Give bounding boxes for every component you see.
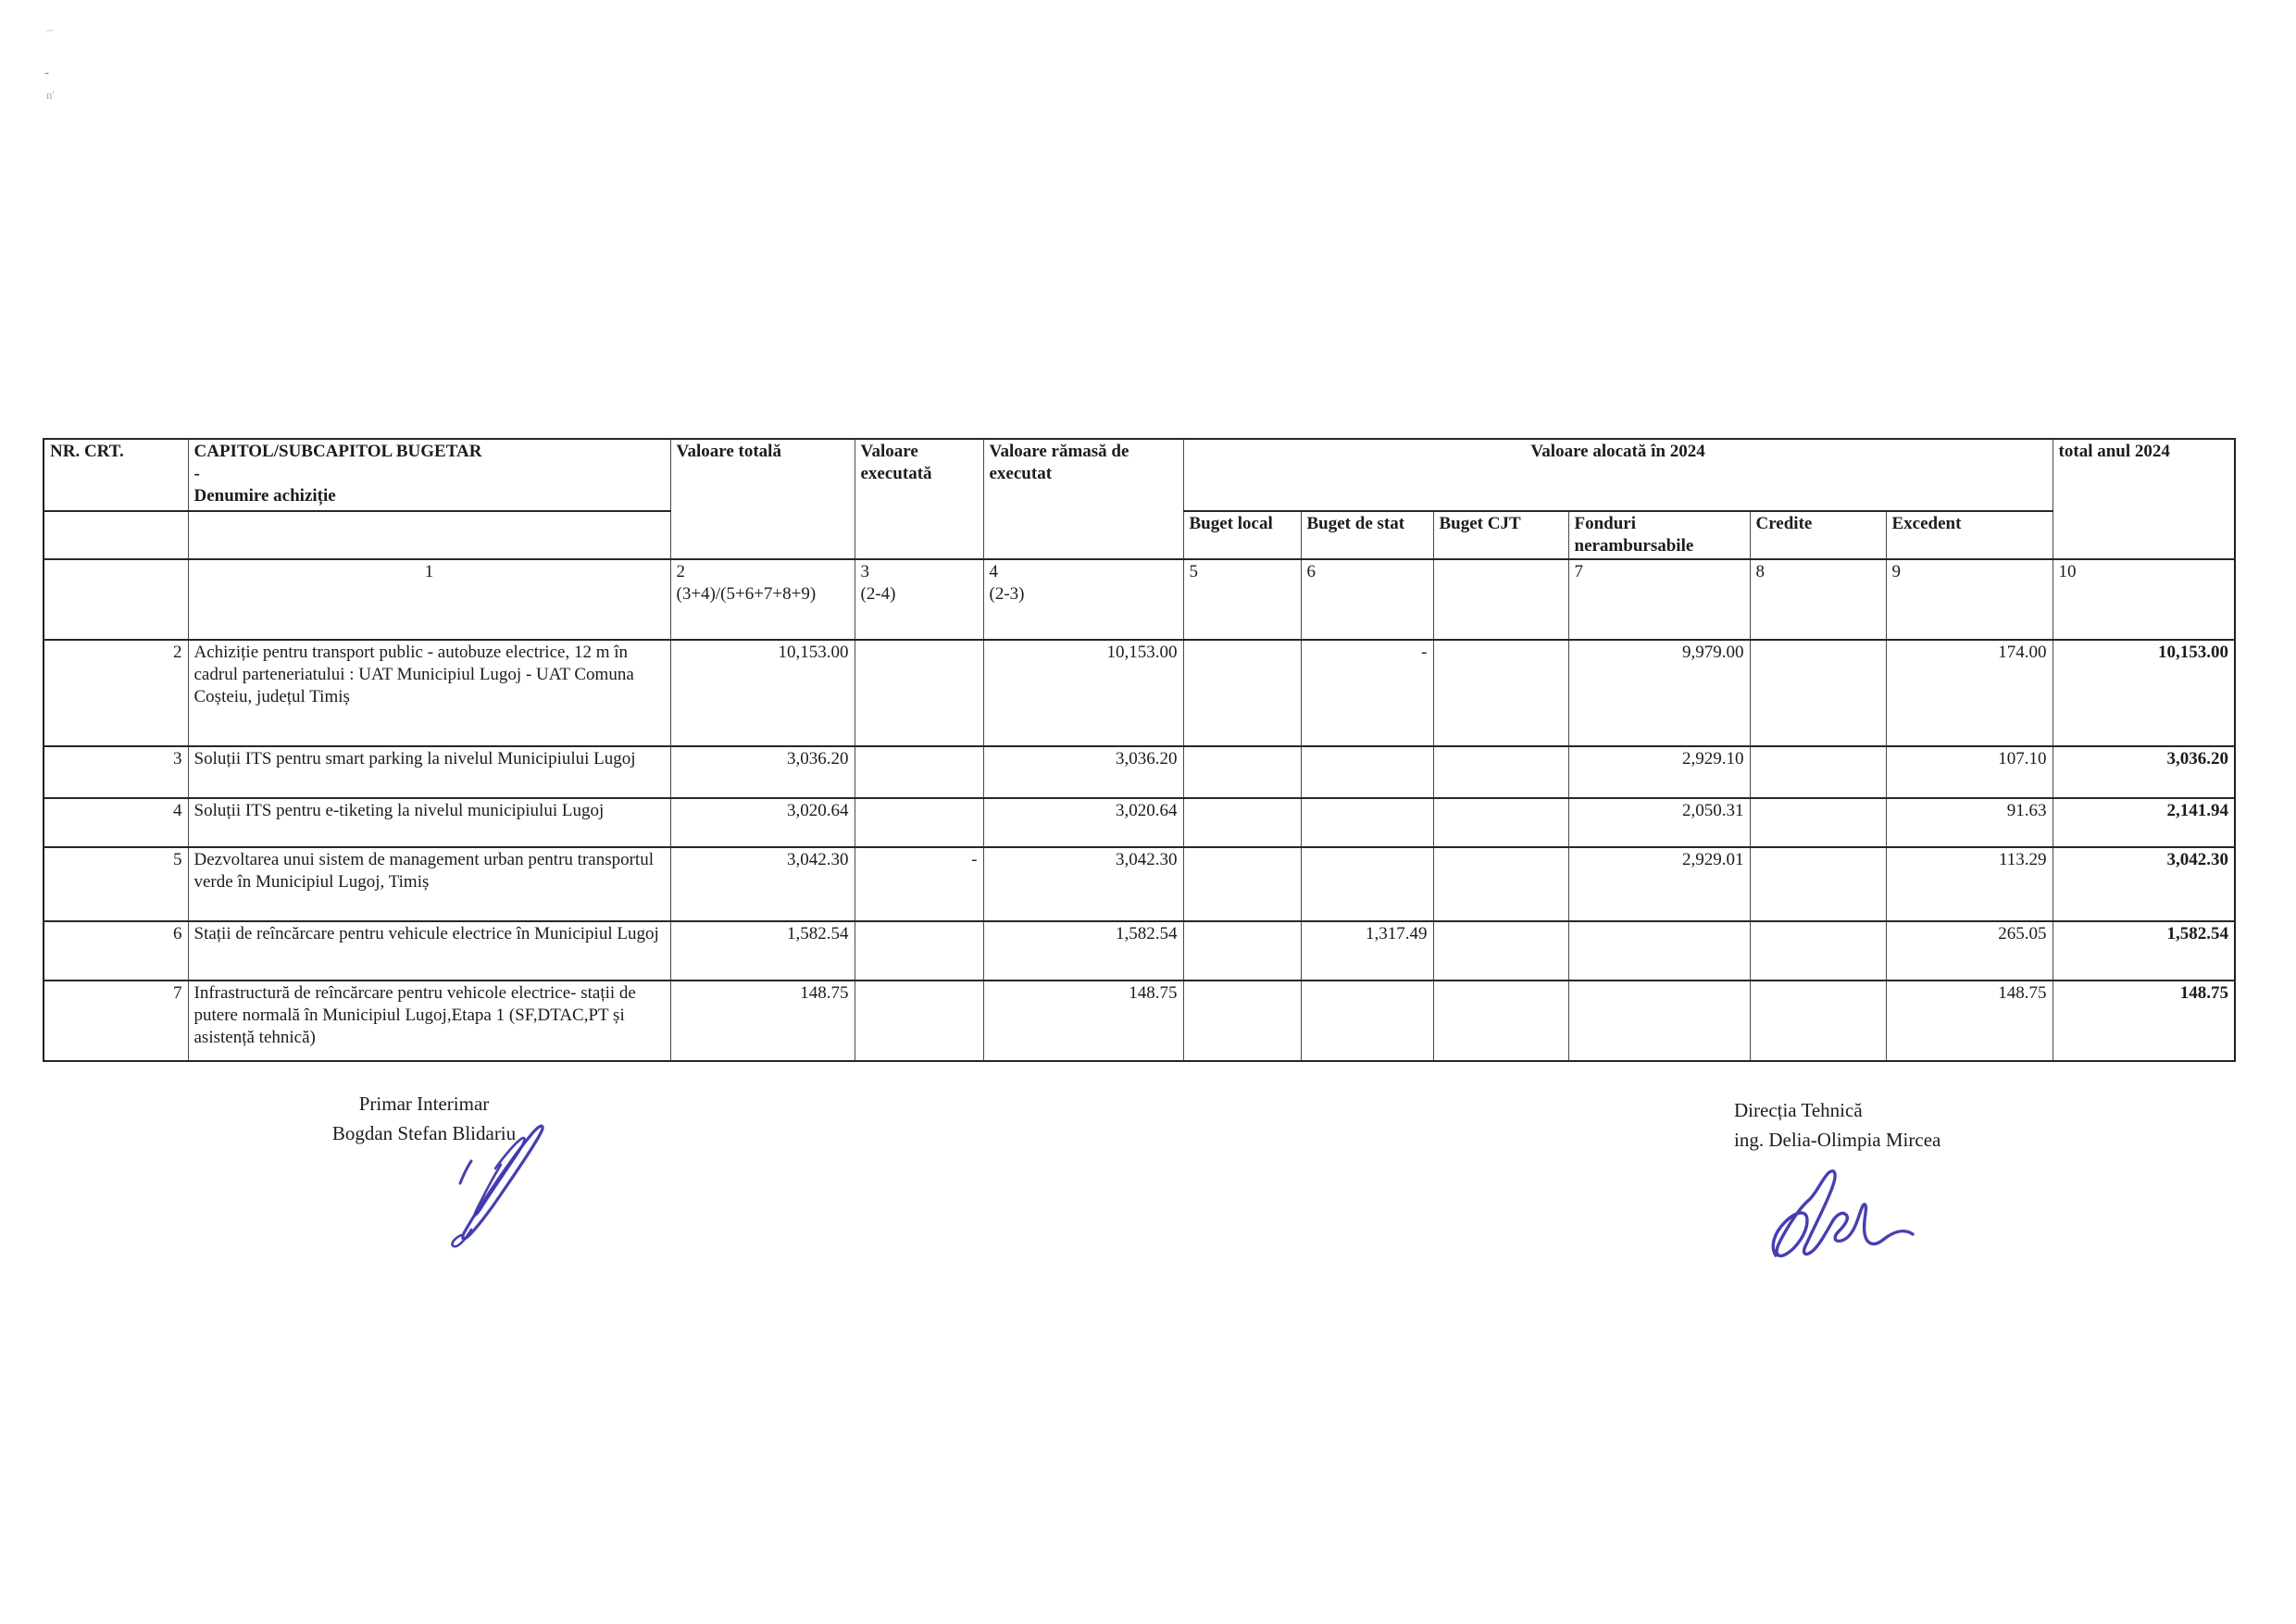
numbering-empty [44, 559, 188, 640]
row-valoare-ramasa: 3,036.20 [983, 746, 1183, 798]
handwritten-signature-right [1766, 1165, 1928, 1271]
row-valoare-totala: 3,020.64 [670, 798, 855, 847]
row-buget-local [1183, 640, 1301, 746]
header-valoare-totala: Valoare totală [670, 439, 855, 559]
numbering-credite: 8 [1750, 559, 1886, 640]
table-row [44, 746, 2235, 798]
numbering-excedent: 9 [1886, 559, 2053, 640]
signer-name: Bogdan Stefan Blidariu [331, 1122, 517, 1144]
row-nr: 4 [44, 798, 188, 847]
header-row-1 [44, 439, 2235, 511]
row-valoare-executata [855, 981, 983, 1061]
row-valoare-totala: 1,582.54 [670, 921, 855, 981]
row-valoare-ramasa: 148.75 [983, 981, 1183, 1061]
table-row [44, 921, 2235, 981]
row-total: 2,141.94 [2053, 798, 2235, 847]
scan-speck: n' [46, 88, 55, 102]
numbering-total: 10 [2053, 559, 2235, 640]
row-valoare-totala: 148.75 [670, 981, 855, 1061]
row-excedent: 265.05 [1886, 921, 2053, 981]
header-valoare-ramasa: Valoare rămasă de executat [983, 439, 1183, 559]
row-buget-cjt [1433, 921, 1568, 981]
row-total: 1,582.54 [2053, 921, 2235, 981]
row-fonduri [1568, 921, 1750, 981]
numbering-buget-de-stat: 6 [1301, 559, 1433, 640]
row-valoare-executata [855, 746, 983, 798]
row-denumire: Soluții ITS pentru e-tiketing la nivelul municipiului Lugoj [188, 798, 670, 847]
row-buget-local [1183, 981, 1301, 1061]
row-credite [1750, 640, 1886, 746]
header-buget-de-stat: Buget de stat [1301, 511, 1433, 559]
scan-speck: - [44, 66, 49, 81]
header-valoare-alocata: Valoare alocată în 2024 [1183, 439, 2053, 511]
table-row [44, 798, 2235, 847]
row-excedent: 113.29 [1886, 847, 2053, 921]
row-buget-cjt [1433, 746, 1568, 798]
row-valoare-executata [855, 640, 983, 746]
table-row [44, 981, 2235, 1061]
row-nr: 2 [44, 640, 188, 746]
row-valoare-ramasa: 10,153.00 [983, 640, 1183, 746]
numbering-valoare-ramasa [983, 559, 1183, 640]
header-buget-cjt: Buget CJT [1433, 511, 1568, 559]
row-buget-cjt [1433, 798, 1568, 847]
row-valoare-executata [855, 798, 983, 847]
header-total-anul: total anul 2024 [2053, 439, 2235, 559]
row-nr: 7 [44, 981, 188, 1061]
header-empty-denumire [188, 511, 670, 559]
signer-title: Direcția Tehnică [1734, 1099, 1863, 1121]
numbering-denumire: 1 [188, 559, 670, 640]
row-buget-de-stat [1301, 798, 1433, 847]
row-buget-de-stat [1301, 847, 1433, 921]
numbering-fonduri: 7 [1568, 559, 1750, 640]
row-buget-de-stat [1301, 981, 1433, 1061]
row-fonduri: 2,929.01 [1568, 847, 1750, 921]
row-buget-local [1183, 847, 1301, 921]
numbering-label: 2 [676, 562, 685, 581]
row-total: 3,036.20 [2053, 746, 2235, 798]
numbering-label: 4 [989, 562, 998, 581]
row-total: 148.75 [2053, 981, 2235, 1061]
row-excedent: 91.63 [1886, 798, 2053, 847]
row-total: 3,042.30 [2053, 847, 2235, 921]
row-denumire: Achiziție pentru transport public - autobuze electrice, 12 m în cadrul parteneriatului : UAT Municipiul Lugoj - UAT Comuna Coșteiu, județul Timiș [188, 640, 670, 746]
header-capitol-line2: - [193, 464, 200, 483]
header-empty-nr [44, 511, 188, 559]
row-nr: 5 [44, 847, 188, 921]
header-credite: Credite [1750, 511, 1886, 559]
scan-speck: ~ [44, 23, 56, 40]
row-valoare-ramasa: 1,582.54 [983, 921, 1183, 981]
row-total: 10,153.00 [2053, 640, 2235, 746]
table-row [44, 640, 2235, 746]
row-fonduri [1568, 981, 1750, 1061]
numbering-row [44, 559, 2235, 640]
table-row [44, 847, 2235, 921]
header-valoare-executata: Valoare executată [855, 439, 983, 559]
header-denumire [188, 439, 670, 511]
numbering-valoare-totala [670, 559, 855, 640]
header-buget-local: Buget local [1183, 511, 1301, 559]
row-buget-de-stat: 1,317.49 [1301, 921, 1433, 981]
row-excedent: 174.00 [1886, 640, 2053, 746]
header-nr-crt: NR. CRT. [44, 439, 188, 511]
row-buget-cjt [1433, 981, 1568, 1061]
row-fonduri: 2,929.10 [1568, 746, 1750, 798]
row-buget-de-stat: - [1301, 640, 1433, 746]
row-excedent: 148.75 [1886, 981, 2053, 1061]
header-fonduri: Fonduri nerambursabile [1568, 511, 1750, 559]
row-credite [1750, 921, 1886, 981]
row-credite [1750, 798, 1886, 847]
header-capitol-line1: CAPITOL/SUBCAPITOL BUGETAR [193, 442, 482, 461]
row-nr: 3 [44, 746, 188, 798]
numbering-buget-local: 5 [1183, 559, 1301, 640]
row-credite [1750, 981, 1886, 1061]
row-credite [1750, 847, 1886, 921]
row-nr: 6 [44, 921, 188, 981]
row-denumire: Dezvoltarea unui sistem de management urban pentru transportul verde în Municipiul Lugoj, Timiș [188, 847, 670, 921]
row-buget-local [1183, 798, 1301, 847]
row-valoare-totala: 3,042.30 [670, 847, 855, 921]
numbering-valoare-executata [855, 559, 983, 640]
numbering-formula: (3+4)/(5+6+7+8+9) [676, 584, 817, 604]
signature-block-right [1734, 1095, 2049, 1155]
row-valoare-totala: 10,153.00 [670, 640, 855, 746]
signer-name: ing. Delia-Olimpia Mircea [1734, 1129, 1941, 1151]
row-valoare-executata: - [855, 847, 983, 921]
row-valoare-ramasa: 3,042.30 [983, 847, 1183, 921]
row-valoare-totala: 3,036.20 [670, 746, 855, 798]
row-buget-local [1183, 746, 1301, 798]
numbering-formula: (2-4) [860, 584, 896, 604]
row-denumire: Infrastructură de reîncărcare pentru vehicole electrice- stații de putere normală în Municipiul Lugoj,Etapa 1 (SF,DTAC,PT și asistență tehnică) [188, 981, 670, 1061]
row-excedent: 107.10 [1886, 746, 2053, 798]
numbering-label: 3 [860, 562, 869, 581]
row-buget-cjt [1433, 640, 1568, 746]
row-credite [1750, 746, 1886, 798]
row-denumire: Soluții ITS pentru smart parking la nivelul Municipiului Lugoj [188, 746, 670, 798]
header-excedent: Excedent [1886, 511, 2053, 559]
row-valoare-executata [855, 921, 983, 981]
row-valoare-ramasa: 3,020.64 [983, 798, 1183, 847]
numbering-buget-cjt [1433, 559, 1568, 640]
budget-table [43, 438, 2236, 1062]
row-buget-cjt [1433, 847, 1568, 921]
header-capitol-line3: Denumire achiziție [193, 486, 336, 506]
row-denumire: Stații de reîncărcare pentru vehicule electrice în Municipiul Lugoj [188, 921, 670, 981]
row-buget-local [1183, 921, 1301, 981]
row-fonduri: 9,979.00 [1568, 640, 1750, 746]
numbering-formula: (2-3) [989, 584, 1025, 604]
signer-title: Primar Interimar [358, 1093, 490, 1115]
handwritten-signature-left [447, 1120, 554, 1255]
row-buget-de-stat [1301, 746, 1433, 798]
row-fonduri: 2,050.31 [1568, 798, 1750, 847]
